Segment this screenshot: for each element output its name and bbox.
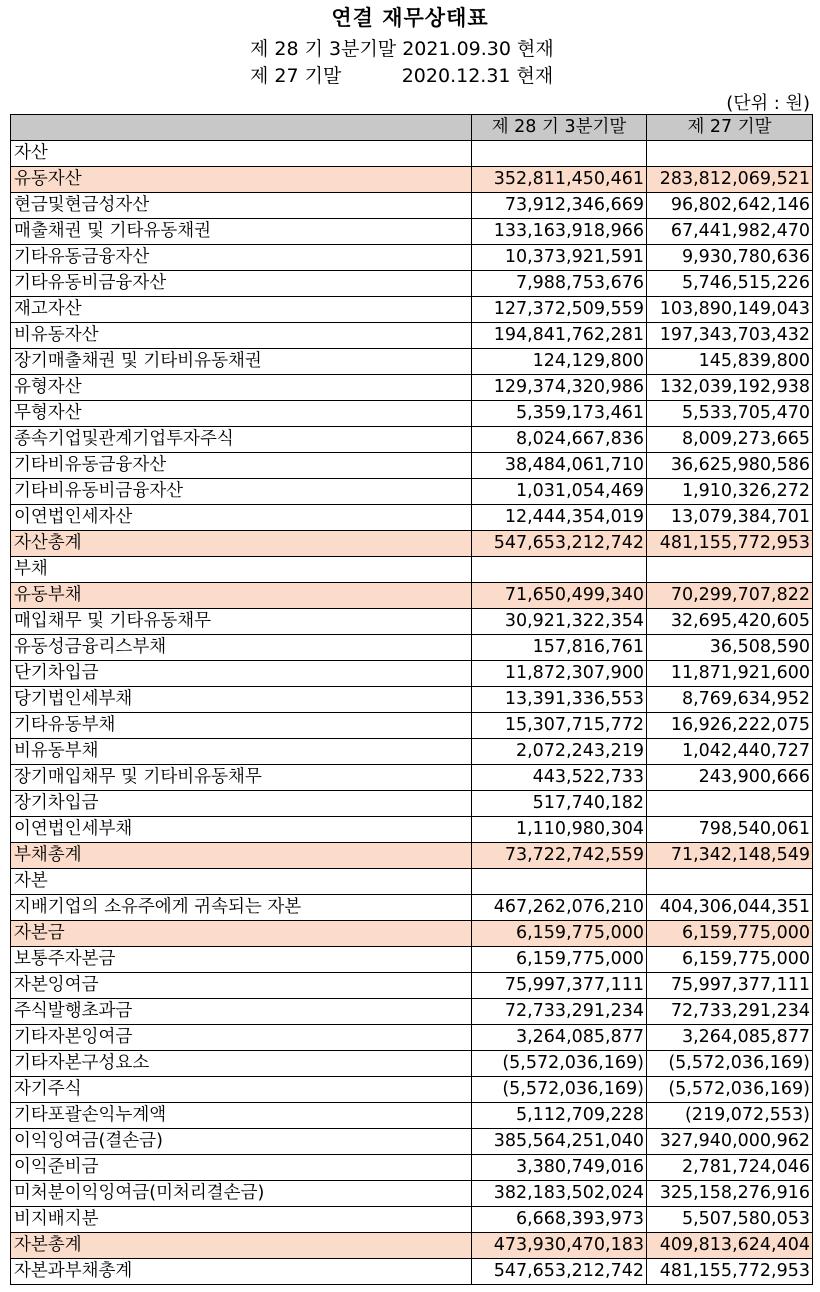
row-label: 비지배지분 [11,1207,472,1233]
row-current-value: 3,380,749,016 [472,1155,647,1181]
row-current-value: 352,811,450,461 [472,167,647,193]
row-prior-value: 70,299,707,822 [647,583,813,609]
row-current-value: 7,988,753,676 [472,271,647,297]
row-prior-value: 16,926,222,075 [647,713,813,739]
row-current-value: 133,163,918,966 [472,219,647,245]
table-row [11,323,813,349]
row-current-value: 13,391,336,553 [472,687,647,713]
row-current-value: 38,484,061,710 [472,453,647,479]
prior-period-label: 제 27 기말 2020.12.31 현재 [250,65,554,87]
row-prior-value: 283,812,069,521 [647,167,813,193]
row-prior-value: 798,540,061 [647,817,813,843]
row-label: 자본 [11,869,472,895]
row-current-value: 2,072,243,219 [472,739,647,765]
table-row [11,219,813,245]
row-prior-value: 8,009,273,665 [647,427,813,453]
row-label: 자본잉여금 [11,973,472,999]
table-row [11,921,813,947]
row-label: 매출채권 및 기타유동채권 [11,219,472,245]
row-label: 기타유동비금융자산 [11,271,472,297]
row-label: 단기차입금 [11,661,472,687]
row-prior-value: (5,572,036,169) [647,1051,813,1077]
row-current-value: 10,373,921,591 [472,245,647,271]
row-label: 기타비유동금융자산 [11,453,472,479]
table-row [11,869,813,895]
row-current-value: 5,112,709,228 [472,1103,647,1129]
statement-title: 연결 재무상태표 [331,6,489,30]
row-label: 당기법인세부채 [11,687,472,713]
row-current-value: (5,572,036,169) [472,1051,647,1077]
row-label: 무형자산 [11,401,472,427]
row-current-value: 6,668,393,973 [472,1207,647,1233]
row-label: 기타비유동비금융자산 [11,479,472,505]
table-row [11,1181,813,1207]
row-label: 비유동부채 [11,739,472,765]
row-prior-value: 36,508,590 [647,635,813,661]
row-prior-value [647,557,813,583]
row-prior-value: 67,441,982,470 [647,219,813,245]
row-prior-value: 6,159,775,000 [647,947,813,973]
row-label: 부채 [11,557,472,583]
row-label: 자산 [11,141,472,167]
row-label: 기타유동금융자산 [11,245,472,271]
row-current-value: 473,930,470,183 [472,1233,647,1259]
table-row [11,349,813,375]
table-row [11,791,813,817]
row-prior-value: (5,572,036,169) [647,1077,813,1103]
row-prior-value: 1,042,440,727 [647,739,813,765]
table-row [11,271,813,297]
row-label: 종속기업및관계기업투자주식 [11,427,472,453]
header-prior-period: 제 27 기말 [647,115,813,141]
row-prior-value: 32,695,420,605 [647,609,813,635]
row-prior-value: 404,306,044,351 [647,895,813,921]
row-prior-value: 145,839,800 [647,349,813,375]
table-row [11,817,813,843]
row-current-value: 547,653,212,742 [472,1259,647,1285]
table-row [11,427,813,453]
row-current-value: 11,872,307,900 [472,661,647,687]
table-row [11,895,813,921]
row-current-value: 517,740,182 [472,791,647,817]
row-label: 현금및현금성자산 [11,193,472,219]
row-prior-value: 11,871,921,600 [647,661,813,687]
row-prior-value: 13,079,384,701 [647,505,813,531]
table-row [11,167,813,193]
table-row [11,583,813,609]
table-row [11,245,813,271]
table-row [11,999,813,1025]
balance-sheet-table [10,114,813,1285]
row-label: 미처분이익잉여금(미처리결손금) [11,1181,472,1207]
table-row [11,193,813,219]
row-label: 부채총계 [11,843,472,869]
row-current-value: 71,650,499,340 [472,583,647,609]
row-current-value: 12,444,354,019 [472,505,647,531]
row-prior-value: 36,625,980,586 [647,453,813,479]
row-current-value: 385,564,251,040 [472,1129,647,1155]
row-label: 이익잉여금(결손금) [11,1129,472,1155]
row-current-value: 467,262,076,210 [472,895,647,921]
table-row [11,713,813,739]
row-label: 유동성금융리스부채 [11,635,472,661]
table-row [11,947,813,973]
row-prior-value: 481,155,772,953 [647,531,813,557]
row-prior-value: 75,997,377,111 [647,973,813,999]
table-row [11,1103,813,1129]
row-prior-value: 6,159,775,000 [647,921,813,947]
row-prior-value: 103,890,149,043 [647,297,813,323]
row-prior-value: (219,072,553) [647,1103,813,1129]
row-label: 비유동자산 [11,323,472,349]
table-row [11,1129,813,1155]
row-prior-value: 481,155,772,953 [647,1259,813,1285]
table-row [11,1077,813,1103]
row-label: 이연법인세자산 [11,505,472,531]
table-row [11,635,813,661]
row-current-value: 6,159,775,000 [472,921,647,947]
table-row [11,661,813,687]
table-row [11,1025,813,1051]
row-prior-value: 72,733,291,234 [647,999,813,1025]
row-current-value: 1,110,980,304 [472,817,647,843]
row-prior-value: 325,158,276,916 [647,1181,813,1207]
table-row [11,297,813,323]
table-row [11,1233,813,1259]
row-prior-value: 243,900,666 [647,765,813,791]
row-label: 매입채무 및 기타유동채무 [11,609,472,635]
row-label: 장기매출채권 및 기타비유동채권 [11,349,472,375]
row-current-value: 127,372,509,559 [472,297,647,323]
row-current-value: 129,374,320,986 [472,375,647,401]
row-label: 자본총계 [11,1233,472,1259]
table-row [11,1207,813,1233]
row-label: 기타포괄손익누계액 [11,1103,472,1129]
row-prior-value [647,869,813,895]
table-row [11,479,813,505]
row-current-value: 547,653,212,742 [472,531,647,557]
table-row [11,505,813,531]
table-row [11,687,813,713]
table-row [11,401,813,427]
row-current-value: 3,264,085,877 [472,1025,647,1051]
row-current-value: 5,359,173,461 [472,401,647,427]
table-row [11,1051,813,1077]
row-prior-value [647,791,813,817]
table-header-row [11,115,813,141]
table-row [11,1259,813,1285]
row-current-value: 157,816,761 [472,635,647,661]
row-prior-value: 5,507,580,053 [647,1207,813,1233]
row-label: 자본금 [11,921,472,947]
row-prior-value: 96,802,642,146 [647,193,813,219]
row-label: 유동부채 [11,583,472,609]
row-prior-value: 9,930,780,636 [647,245,813,271]
row-current-value [472,557,647,583]
row-current-value: 73,722,742,559 [472,843,647,869]
table-row [11,843,813,869]
row-prior-value: 71,342,148,549 [647,843,813,869]
row-current-value: 72,733,291,234 [472,999,647,1025]
row-label: 유형자산 [11,375,472,401]
table-row [11,609,813,635]
row-current-value: 75,997,377,111 [472,973,647,999]
row-current-value: 8,024,667,836 [472,427,647,453]
row-current-value: 15,307,715,772 [472,713,647,739]
table-body [11,141,813,1285]
row-label: 기타자본잉여금 [11,1025,472,1051]
row-prior-value: 8,769,634,952 [647,687,813,713]
row-prior-value: 5,746,515,226 [647,271,813,297]
table-row [11,375,813,401]
header-current-period: 제 28 기 3분기말 [472,115,647,141]
row-label: 장기차입금 [11,791,472,817]
row-prior-value: 5,533,705,470 [647,401,813,427]
row-label: 지배기업의 소유주에게 귀속되는 자본 [11,895,472,921]
row-label: 보통주자본금 [11,947,472,973]
table-row [11,557,813,583]
row-prior-value: 197,343,703,432 [647,323,813,349]
row-current-value [472,869,647,895]
row-current-value: 73,912,346,669 [472,193,647,219]
row-label: 자기주식 [11,1077,472,1103]
row-prior-value: 1,910,326,272 [647,479,813,505]
row-current-value: 194,841,762,281 [472,323,647,349]
row-prior-value: 3,264,085,877 [647,1025,813,1051]
row-label: 유동자산 [11,167,472,193]
row-prior-value: 327,940,000,962 [647,1129,813,1155]
row-prior-value: 132,039,192,938 [647,375,813,401]
table-row [11,765,813,791]
row-label: 이연법인세부채 [11,817,472,843]
row-label: 이익준비금 [11,1155,472,1181]
row-prior-value: 409,813,624,404 [647,1233,813,1259]
table-row [11,141,813,167]
table-row [11,531,813,557]
row-prior-value [647,141,813,167]
table-row [11,973,813,999]
row-label: 기타유동부채 [11,713,472,739]
table-row [11,1155,813,1181]
row-label: 기타자본구성요소 [11,1051,472,1077]
table-row [11,453,813,479]
row-current-value [472,141,647,167]
row-current-value: 1,031,054,469 [472,479,647,505]
table-row [11,739,813,765]
row-current-value: 6,159,775,000 [472,947,647,973]
header-item [11,115,472,141]
row-current-value: 382,183,502,024 [472,1181,647,1207]
row-label: 자산총계 [11,531,472,557]
row-current-value: (5,572,036,169) [472,1077,647,1103]
unit-label: (단위 : 원) [726,93,810,114]
row-label: 재고자산 [11,297,472,323]
row-prior-value: 2,781,724,046 [647,1155,813,1181]
row-label: 장기매입채무 및 기타비유동채무 [11,765,472,791]
row-label: 자본과부채총계 [11,1259,472,1285]
row-current-value: 443,522,733 [472,765,647,791]
current-period-label: 제 28 기 3분기말 2021.09.30 현재 [250,38,554,60]
row-current-value: 30,921,322,354 [472,609,647,635]
row-current-value: 124,129,800 [472,349,647,375]
row-label: 주식발행초과금 [11,999,472,1025]
